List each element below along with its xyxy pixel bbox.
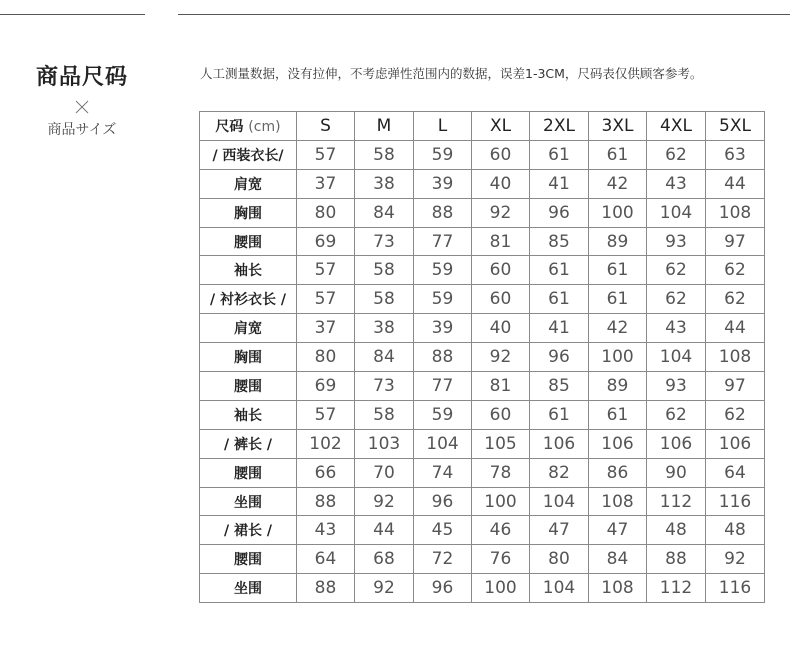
table-cell: 59 [414, 140, 472, 169]
table-cell: 96 [530, 343, 589, 372]
table-cell: 74 [414, 458, 472, 487]
table-cell: 104 [414, 429, 472, 458]
table-cell: 93 [647, 227, 706, 256]
table-cell: 96 [414, 487, 472, 516]
table-cell: 93 [647, 372, 706, 401]
table-cell: 106 [706, 429, 765, 458]
table-row [200, 400, 765, 429]
table-row [200, 429, 765, 458]
section-subtitle: 商品サイズ [47, 122, 117, 138]
table-cell: 59 [414, 400, 472, 429]
table-row [200, 516, 765, 545]
table-cell: 104 [647, 198, 706, 227]
table-cell: 88 [414, 343, 472, 372]
corner-unit: (cm) [248, 118, 281, 135]
table-cell: 106 [647, 429, 706, 458]
column-header: 5XL [706, 112, 765, 141]
row-label: 腰围 [200, 227, 297, 256]
table-cell: 47 [589, 516, 647, 545]
table-cell: 77 [414, 372, 472, 401]
column-header: L [414, 112, 472, 141]
corner-label: 尺码 [215, 118, 244, 135]
table-cell: 62 [706, 256, 765, 285]
table-cell: 81 [472, 227, 530, 256]
table-cell: 103 [355, 429, 414, 458]
table-cell: 57 [297, 285, 355, 314]
table-cell: 85 [530, 372, 589, 401]
table-row [200, 256, 765, 285]
table-cell: 62 [647, 400, 706, 429]
table-cell: 58 [355, 400, 414, 429]
table-cell: 61 [589, 285, 647, 314]
table-cell: 92 [472, 198, 530, 227]
table-cell: 62 [647, 285, 706, 314]
table-cell: 116 [706, 574, 765, 603]
table-row [200, 285, 765, 314]
table-cell: 70 [355, 458, 414, 487]
cross-icon [0, 97, 164, 117]
table-cell: 69 [297, 227, 355, 256]
size-table [199, 111, 765, 603]
table-cell: 40 [472, 314, 530, 343]
table-cell: 104 [530, 487, 589, 516]
row-label: 胸围 [200, 198, 297, 227]
table-cell: 60 [472, 285, 530, 314]
table-cell: 38 [355, 169, 414, 198]
table-cell: 44 [706, 169, 765, 198]
table-cell: 41 [530, 314, 589, 343]
table-cell: 43 [647, 314, 706, 343]
table-cell: 48 [706, 516, 765, 545]
row-label: 胸围 [200, 343, 297, 372]
sidebar [0, 60, 164, 139]
table-cell: 57 [297, 140, 355, 169]
table-cell: 108 [589, 574, 647, 603]
table-cell: 57 [297, 256, 355, 285]
table-cell: 47 [530, 516, 589, 545]
table-cell: 60 [472, 256, 530, 285]
table-cell: 108 [706, 343, 765, 372]
table-cell: 106 [589, 429, 647, 458]
column-header: S [297, 112, 355, 141]
table-row [200, 314, 765, 343]
table-cell: 88 [414, 198, 472, 227]
table-cell: 48 [647, 516, 706, 545]
table-cell: 57 [297, 400, 355, 429]
table-cell: 41 [530, 169, 589, 198]
row-label: 肩宽 [200, 314, 297, 343]
table-cell: 37 [297, 314, 355, 343]
table-cell: 82 [530, 458, 589, 487]
table-cell: 84 [355, 343, 414, 372]
row-label: / 西装衣长/ [200, 140, 297, 169]
row-label: 腰围 [200, 545, 297, 574]
table-cell: 100 [589, 198, 647, 227]
row-label: 袖长 [200, 400, 297, 429]
table-cell: 92 [706, 545, 765, 574]
column-header: 2XL [530, 112, 589, 141]
table-cell: 96 [414, 574, 472, 603]
table-cell: 46 [472, 516, 530, 545]
table-cell: 78 [472, 458, 530, 487]
table-cell: 104 [647, 343, 706, 372]
table-cell: 92 [355, 574, 414, 603]
table-row [200, 372, 765, 401]
table-cell: 89 [589, 227, 647, 256]
table-cell: 81 [472, 372, 530, 401]
table-cell: 62 [706, 285, 765, 314]
table-cell: 112 [647, 487, 706, 516]
table-cell: 96 [530, 198, 589, 227]
table-cell: 45 [414, 516, 472, 545]
table-cell: 58 [355, 140, 414, 169]
table-row [200, 458, 765, 487]
table-row [200, 140, 765, 169]
table-cell: 60 [472, 400, 530, 429]
table-cell: 116 [706, 487, 765, 516]
corner-header [200, 112, 297, 141]
table-cell: 40 [472, 169, 530, 198]
table-cell: 92 [355, 487, 414, 516]
measurement-note: 人工测量数据，没有拉伸，不考虑弹性范围内的数据，误差1-3CM，尺码表仅供顾客参考。 [200, 66, 703, 81]
table-cell: 100 [472, 574, 530, 603]
table-cell: 44 [355, 516, 414, 545]
row-label: / 衬衫衣长 / [200, 285, 297, 314]
table-cell: 61 [530, 400, 589, 429]
table-cell: 80 [530, 545, 589, 574]
table-cell: 97 [706, 372, 765, 401]
table-cell: 59 [414, 256, 472, 285]
table-row [200, 169, 765, 198]
table-cell: 61 [589, 140, 647, 169]
table-row [200, 487, 765, 516]
row-label: 坐围 [200, 487, 297, 516]
table-cell: 112 [647, 574, 706, 603]
table-body [200, 140, 765, 602]
table-cell: 68 [355, 545, 414, 574]
table-cell: 42 [589, 314, 647, 343]
table-cell: 66 [297, 458, 355, 487]
table-cell: 85 [530, 227, 589, 256]
table-cell: 63 [706, 140, 765, 169]
table-row [200, 227, 765, 256]
table-cell: 42 [589, 169, 647, 198]
table-cell: 106 [530, 429, 589, 458]
table-cell: 104 [530, 574, 589, 603]
table-cell: 89 [589, 372, 647, 401]
section-title: 商品尺码 [35, 65, 128, 90]
table-cell: 86 [589, 458, 647, 487]
row-label: 腰围 [200, 372, 297, 401]
table-cell: 64 [706, 458, 765, 487]
table-cell: 38 [355, 314, 414, 343]
table-cell: 84 [355, 198, 414, 227]
table-cell: 61 [530, 285, 589, 314]
table-row [200, 198, 765, 227]
table-cell: 88 [647, 545, 706, 574]
table-cell: 61 [530, 140, 589, 169]
table-cell: 61 [530, 256, 589, 285]
table-cell: 37 [297, 169, 355, 198]
table-cell: 84 [589, 545, 647, 574]
table-cell: 69 [297, 372, 355, 401]
header-divider-right [178, 14, 790, 15]
header-divider-left [0, 14, 145, 15]
table-cell: 64 [297, 545, 355, 574]
table-row [200, 343, 765, 372]
table-cell: 80 [297, 343, 355, 372]
row-label: 腰围 [200, 458, 297, 487]
table-cell: 62 [706, 400, 765, 429]
table-cell: 100 [589, 343, 647, 372]
table-cell: 80 [297, 198, 355, 227]
column-header: 4XL [647, 112, 706, 141]
table-cell: 39 [414, 314, 472, 343]
table-cell: 102 [297, 429, 355, 458]
table-cell: 43 [647, 169, 706, 198]
table-cell: 59 [414, 285, 472, 314]
table-cell: 62 [647, 140, 706, 169]
table-cell: 88 [297, 487, 355, 516]
table-cell: 108 [589, 487, 647, 516]
table-cell: 61 [589, 400, 647, 429]
table-cell: 58 [355, 256, 414, 285]
table-cell: 88 [297, 574, 355, 603]
table-cell: 105 [472, 429, 530, 458]
column-header: XL [472, 112, 530, 141]
table-cell: 90 [647, 458, 706, 487]
table-cell: 72 [414, 545, 472, 574]
table-cell: 73 [355, 372, 414, 401]
table-header-row [200, 112, 765, 141]
table-cell: 43 [297, 516, 355, 545]
column-header: M [355, 112, 414, 141]
table-cell: 58 [355, 285, 414, 314]
table-cell: 92 [472, 343, 530, 372]
table-cell: 62 [647, 256, 706, 285]
table-cell: 61 [589, 256, 647, 285]
table-cell: 73 [355, 227, 414, 256]
table-cell: 77 [414, 227, 472, 256]
row-label: 袖长 [200, 256, 297, 285]
table-cell: 97 [706, 227, 765, 256]
table-cell: 39 [414, 169, 472, 198]
table-row [200, 574, 765, 603]
row-label: 坐围 [200, 574, 297, 603]
row-label: / 裤长 / [200, 429, 297, 458]
table-cell: 100 [472, 487, 530, 516]
table-cell: 44 [706, 314, 765, 343]
row-label: / 裙长 / [200, 516, 297, 545]
row-label: 肩宽 [200, 169, 297, 198]
table-cell: 60 [472, 140, 530, 169]
column-header: 3XL [589, 112, 647, 141]
table-cell: 108 [706, 198, 765, 227]
table-cell: 76 [472, 545, 530, 574]
table-row [200, 545, 765, 574]
